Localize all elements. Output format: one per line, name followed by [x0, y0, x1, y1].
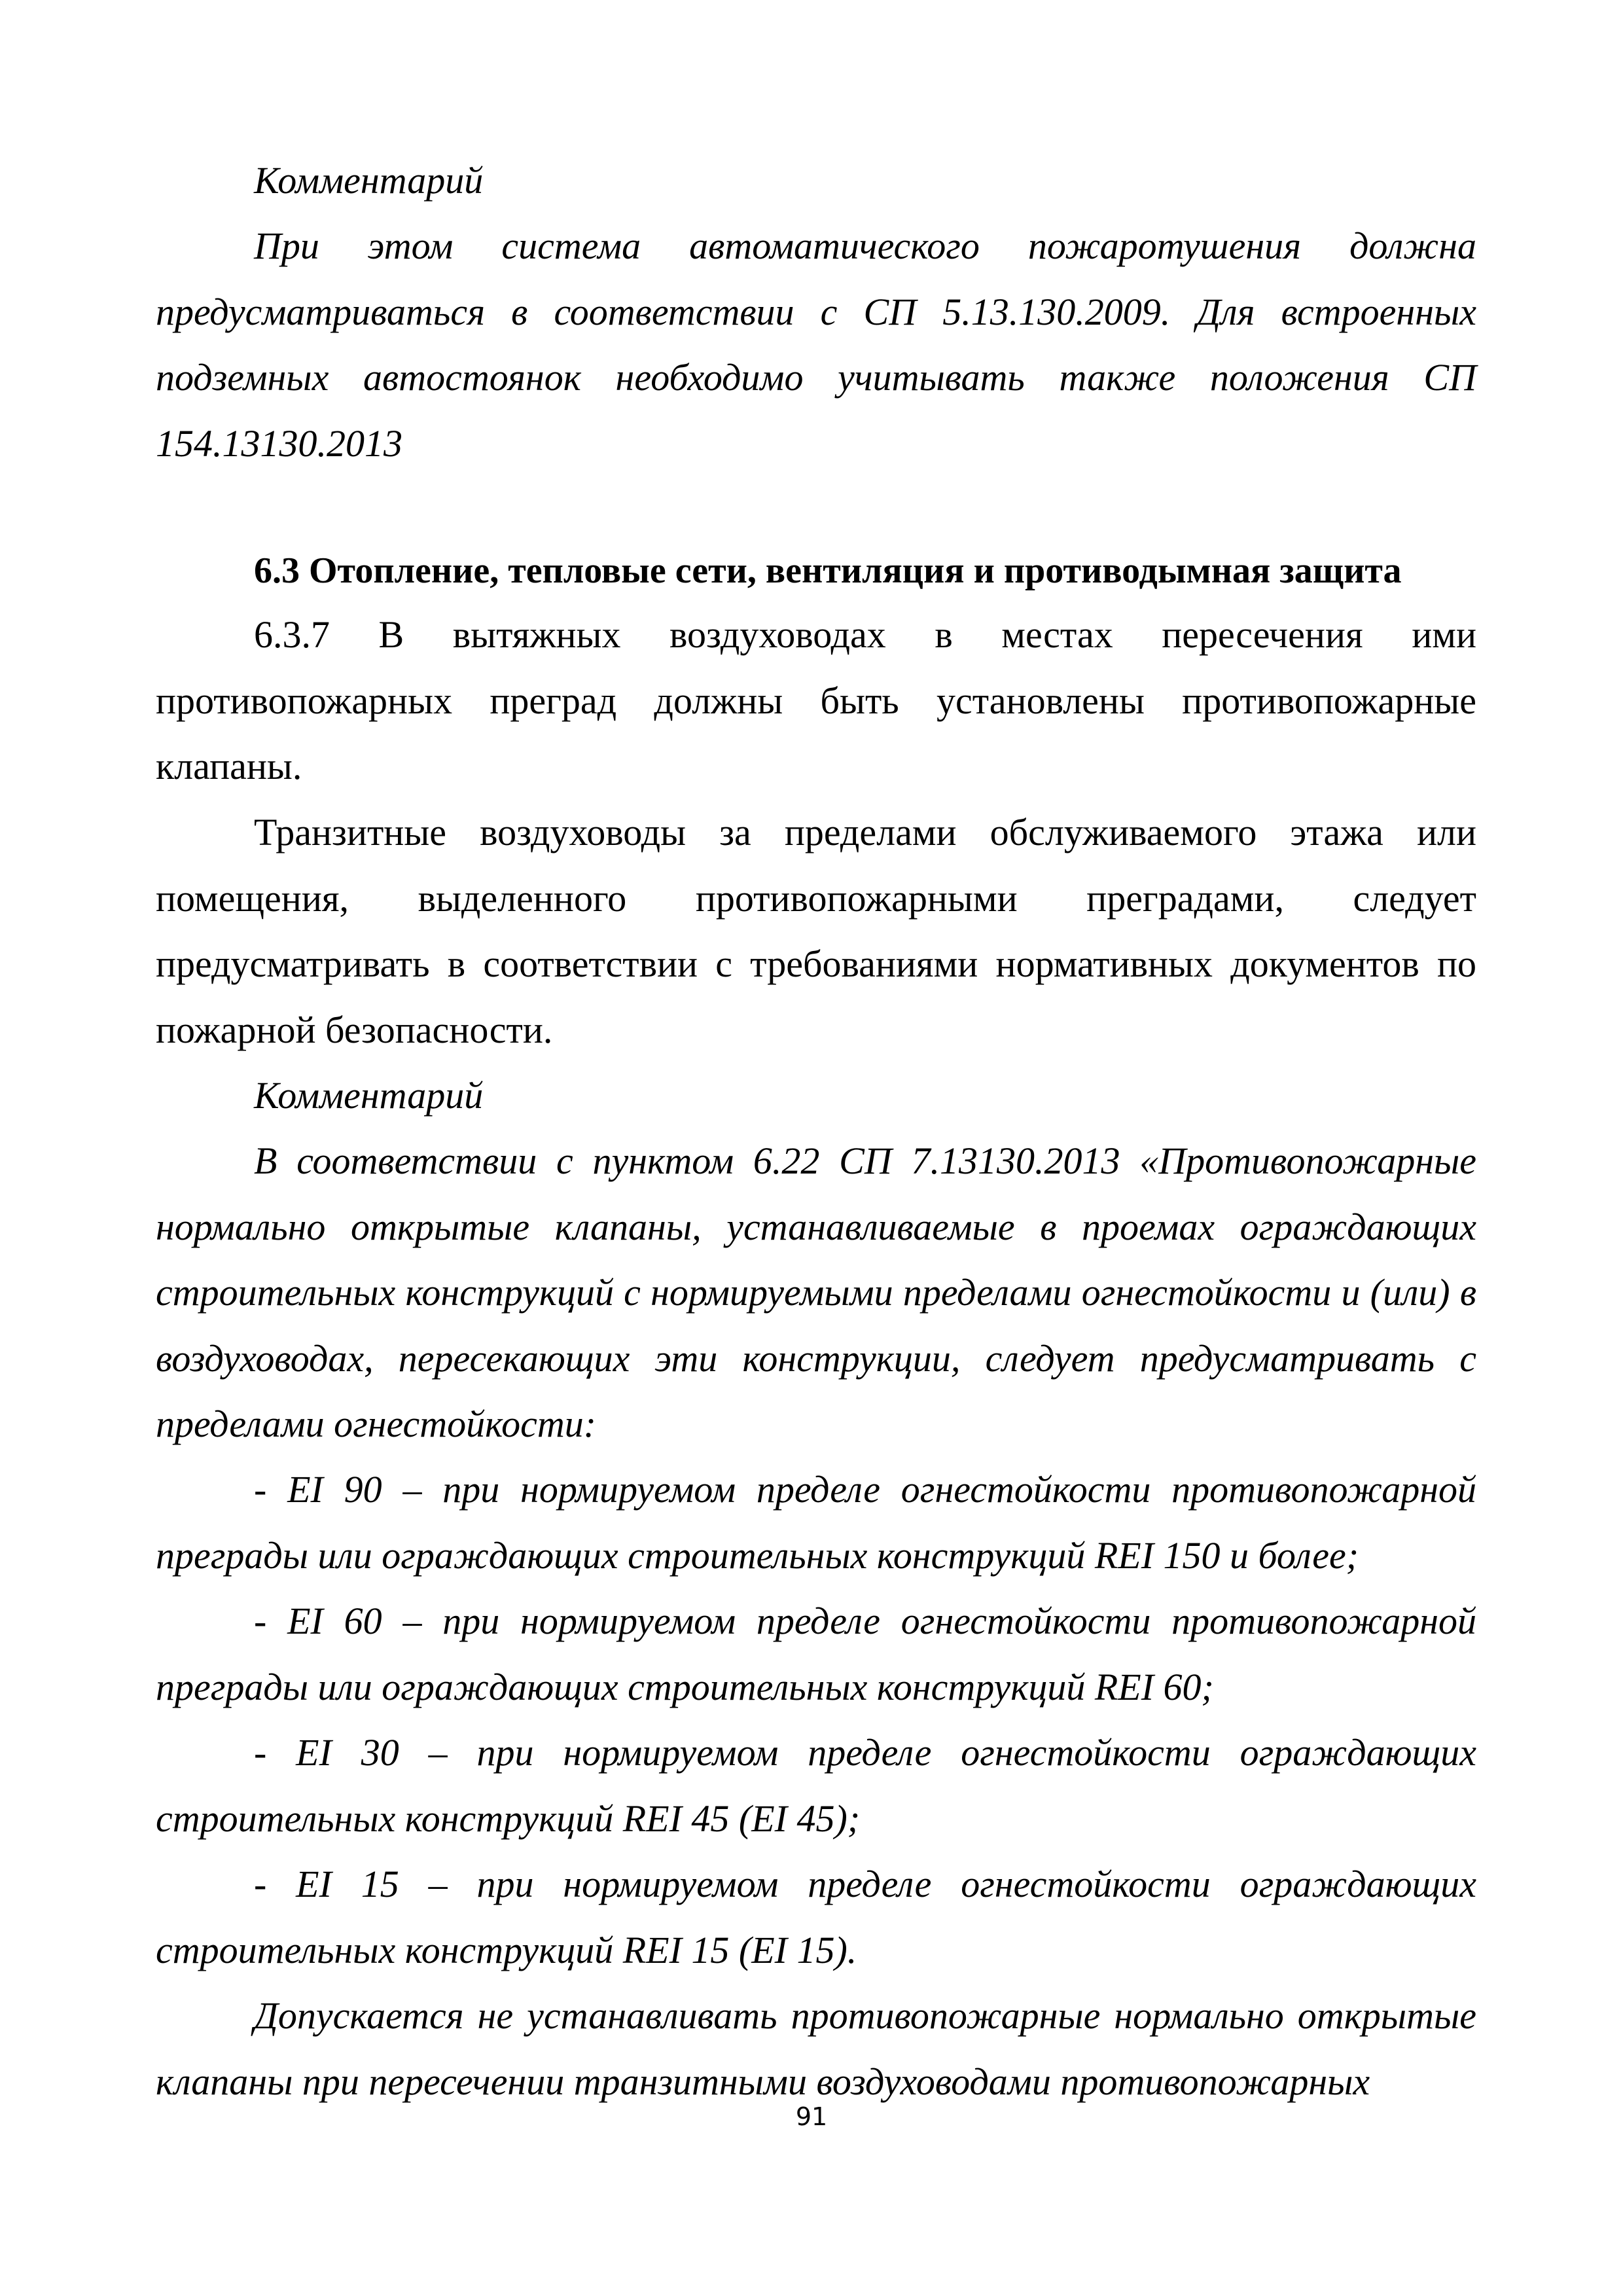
list-item: - EI 15 – при нормируемом пределе огнестойкости ограждающих строительных конструкций REI 15 (EI 15). — [156, 1863, 1476, 1971]
closing-paragraph: Допускается не устанавливать противопожарные нормально открытые клапаны при пересечении транзитными воздуховодами противопожарных — [156, 1994, 1476, 2103]
paragraph-transit-ducts: Транзитные воздуховоды за пределами обслуживаемого этажа или помещения, выделенного противопожарными преградами, следует предусматривать в соответствии с требованиями нормативных документов по пожарной безопасности. — [156, 811, 1476, 1051]
comment-text-1: При этом система автоматического пожаротушения должна предусматриваться в соответствии с СП 5.13.130.2009. Для встроенных подземных автостоянок необходимо учитывать также положения СП 154.13130.2013 — [156, 224, 1476, 465]
paragraph-6-3-7: 6.3.7 В вытяжных воздуховодах в местах пересечения ими противопожарных преград должны быть установлены противопожарные клапаны. — [156, 613, 1476, 787]
comment-label-2: Комментарий — [254, 1074, 484, 1117]
list-item: - EI 90 – при нормируемом пределе огнестойкости противопожарной преграды или ограждающих строительных конструкций REI 150 и более; — [156, 1468, 1476, 1577]
section-heading: 6.3 Отопление, тепловые сети, вентиляция и противодымная защита — [254, 550, 1402, 591]
page-number: 91 — [795, 2102, 828, 2131]
list-item: - EI 30 – при нормируемом пределе огнестойкости ограждающих строительных конструкций REI 45 (EI 45); — [156, 1731, 1476, 1840]
list-item: - EI 60 – при нормируемом пределе огнестойкости противопожарной преграды или ограждающих строительных конструкций REI 60; — [156, 1600, 1476, 1708]
comment-label-1: Комментарий — [254, 159, 484, 202]
comment-intro: В соответствии с пунктом 6.22 СП 7.13130.2013 «Противопожарные нормально открытые клапаны, устанавливаемые в проемах ограждающих строительных конструкций с нормируемыми пределами огнестойкости и (или) в воздуховодах, пересекающих эти конструкции, следует предусматривать с пределами огнестойкости: — [156, 1139, 1476, 1445]
